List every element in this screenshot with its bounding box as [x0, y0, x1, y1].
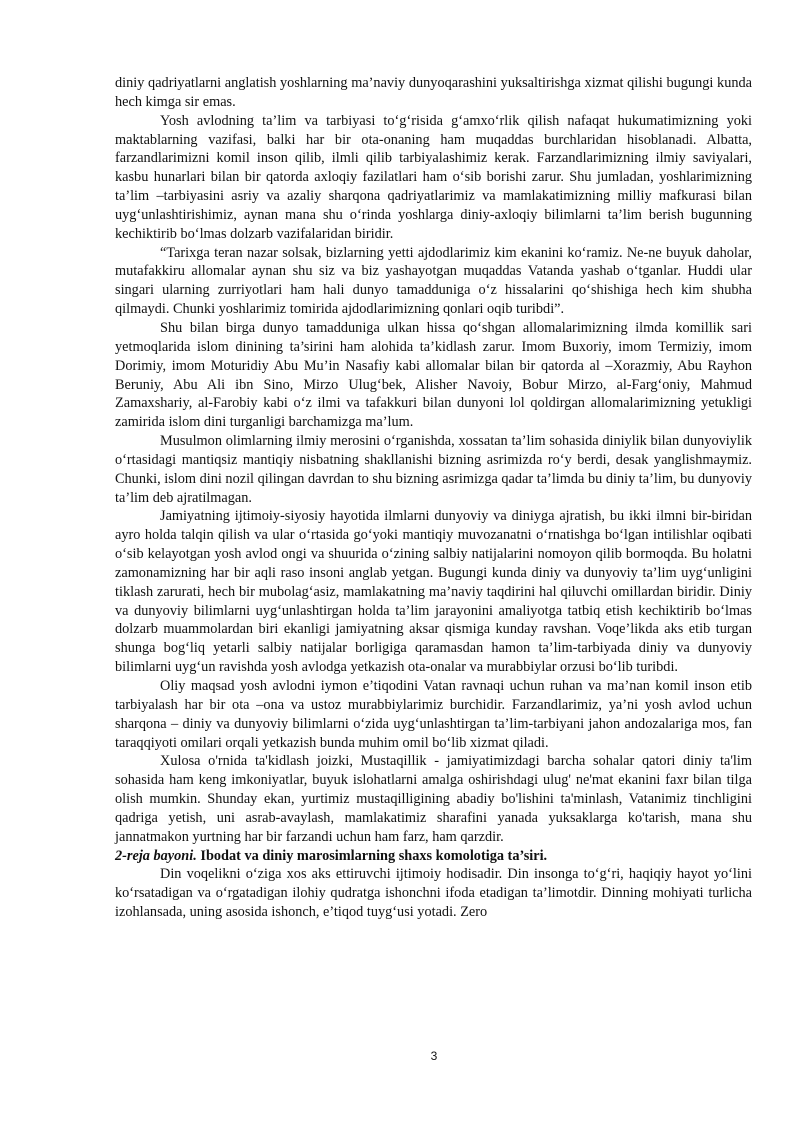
page-number: 3 — [430, 1049, 438, 1063]
paragraph-closing: Din voqelikni o‘ziga xos aks ettiruvchi ijtimoiy hodisadir. Din insonga to‘g‘ri, haqiqiy hayot yo‘lini ko‘rsatadigan va o‘rgatadigan ilohiy qudratga ishonchni ifoda etadigan ta’limotdir. Dinning mohiyati turlicha izohlansada, uning asosida ishonch, e’tiqod tuyg‘usi yotadi. Zero — [115, 866, 752, 921]
paragraph-5: Musulmon olimlarning ilmiy merosini o‘rganishda, xossatan ta’lim sohasida diniylik bilan dunyoviylik o‘rtasidagi mantiqsiz mantiqiy nisbatning shakllanishi bizning asrimizda ro‘y berdi, desak yanglishmaymiz. Chunki, islom dini nozil qilingan davrdan to shu bizning asrimizga qadar ta’limda bu diniy ta’lim, bu dunyoviy ta’lim deb ajratilmagan. — [115, 433, 752, 506]
section-heading — [115, 847, 752, 866]
section-heading-lead: 2-reja bayoni. — [115, 847, 197, 864]
paragraph-1: diniy qadriyatlarni anglatish yoshlarning ma’naviy dunyoqarashini yuksaltirishga xizmat qilishi bugungi kunda hech kimga sir emas. — [115, 75, 752, 110]
document-page — [115, 74, 752, 922]
paragraph-6: Jamiyatning ijtimoiy-siyosiy hayotida ilmlarni dunyoviy va diniyga ajratish, bu ikki ilmni bir-biridan ayro holda talqin qilish va ular o‘rtasida go‘yoki mantiqiy muvozanatni o‘rnatishga bo‘lgan intilishlar oqibati o‘sib kelayotgan yosh avlod ongi va shuurida o‘zining salbiy natijalarini nomoyon qilib bormoqda. Bu holatni zamonamizning har bir aqli raso insoni anglab yetgan. Bugungi kunda diniy va dunyoviy ta’lim uyg‘unligini tiklash zarurati, hech bir mubolag‘asiz, mamlakatning ma’naviy taqdirini hal qiluvchi omillardan biridir. Diniy va dunyoviy bilimlarni uyg‘unlashtirgan holda ta’lim jarayonini amaliyotga tatbiq etish kechiktirib bo‘lmas dolzarb muammolardan biri ekanligi jamiyatning aksar qismiga kunday ravshan. Voqe’likda aks etib turgan shunga bog‘liq yetarli salbiy natijalar borligiga qaramasdan hamon ta’lim-tarbiyada diniy va dunyoviy bilimlarni uyg‘un ravishda yosh avlodga yetkazish ota-onalar va murabbiylar orzusi bo‘lib turibdi. — [115, 508, 752, 676]
paragraph-8: Xulosa o'rnida ta'kidlash joizki, Mustaqillik - jamiyatimizdagi barcha sohalar qatori diniy ta'lim sohasida ham keng imkoniyatlar, buyuk islohatlarni amalga oshirishdagi ulug' ne'mat ekanini faxr bilan tilga olish mumkin. Shunday ekan, yurtimiz mustaqilligining abadiy bo'lishini ta'minlash, Vatanimiz tinchligini qadriga yetish, uni asrab-avaylash, mamlakatimiz sharafini yanada yuksaklarga ko'tarish, mana shu jannatmakon yurtning har bir farzandi uchun ham farz, ham qarzdir. — [115, 753, 752, 845]
paragraph-3: “Tarixga teran nazar solsak, bizlarning yetti ajdodlarimiz kim ekanini ko‘ramiz. Ne-ne buyuk daholar, mutafakkiru allomalar aynan shu siz va biz yashayotgan muqaddas Vatanda yashab o‘tganlar. Huddi ular singari ularning zurriyotlari ham hali dunyo tamadduniga o‘z hissalarini qo‘shishiga hech kim shubha qilmaydi. Chunki yoshlarimiz tomirida ajdodlarimizning qonlari oqib turibdi”. — [115, 244, 752, 318]
paragraph-7: Oliy maqsad yosh avlodni iymon e’tiqodini Vatan ravnaqi uchun ruhan va ma’nan komil inson etib tarbiyalash har bir ota –ona va ustoz murabbiylarimiz burchidir. Farzandlarimiz, ya’ni yosh avlod uchun sharqona – diniy va dunyoviy bilimlarni o‘zida uyg‘unlashtirgan ta’lim-tarbiyani jahon andozalariga mos, fan taraqqiyoti omilari orqali yetkazish bunda muhim omil bo‘lib xizmat qiladi. — [115, 678, 752, 751]
paragraph-2: Yosh avlodning ta’lim va tarbiyasi to‘g‘risida g‘amxo‘rlik qilish nafaqat hukumatimizning yoki maktablarning vazifasi, balki har bir ota-onaning ham muqaddas burchlaridan hisoblanadi. Albatta, farzandlarimizni komil inson qilib, ilmli qilib tarbiyalashimiz kerak. Farzandlarimizning ilmiy saviyalari, kasbu hunarlari bilan bir qatorda axloqiy fazilatlari ham o‘sib borishi zarur. Shu jumladan, yoshlarimizning ta’lim –tarbiyasini asriy va azaliy sharqona qadriyatlarimiz va mamlakatimizning milliy mafkurasi bilan uyg‘unlashtirishimiz, aynan mana shu o‘rinda yoshlarga diniy-axloqiy bilimlarni ta’lim berish bugunning kechiktirib bo‘lmas dolzarb vazifalaridan biridir. — [115, 112, 752, 242]
section-heading-title: Ibodat va diniy marosimlarning shaxs komolotiga ta’siri. — [196, 847, 548, 864]
paragraph-4: Shu bilan birga dunyo tamadduniga ulkan hissa qo‘shgan allomalarimizning ilmda komillik sari yetmoqlarida islom dinining ta’sirini ham alohida ta’kidlash zarur. Imom Buxoriy, imom Termiziy, imom Dorimiy, imom Moturidiy Abu Mu’in Nasafiy kabi allomalar bilan bir qatorda al –Xorazmiy, Abu Rayhon Beruniy, Abu Ali ibn Sino, Mirzo Ulug‘bek, Alisher Navoiy, Bobur Mirzo, al-Farg‘oniy, Mahmud Zamaxshariy, al-Farobiy kabi o‘z ilmi va tafakkuri bilan dunyoni lol qoldirgan allomalarimizning yetukligi zamirida islom dini turganligi barchamizga ma’lum. — [115, 319, 752, 431]
